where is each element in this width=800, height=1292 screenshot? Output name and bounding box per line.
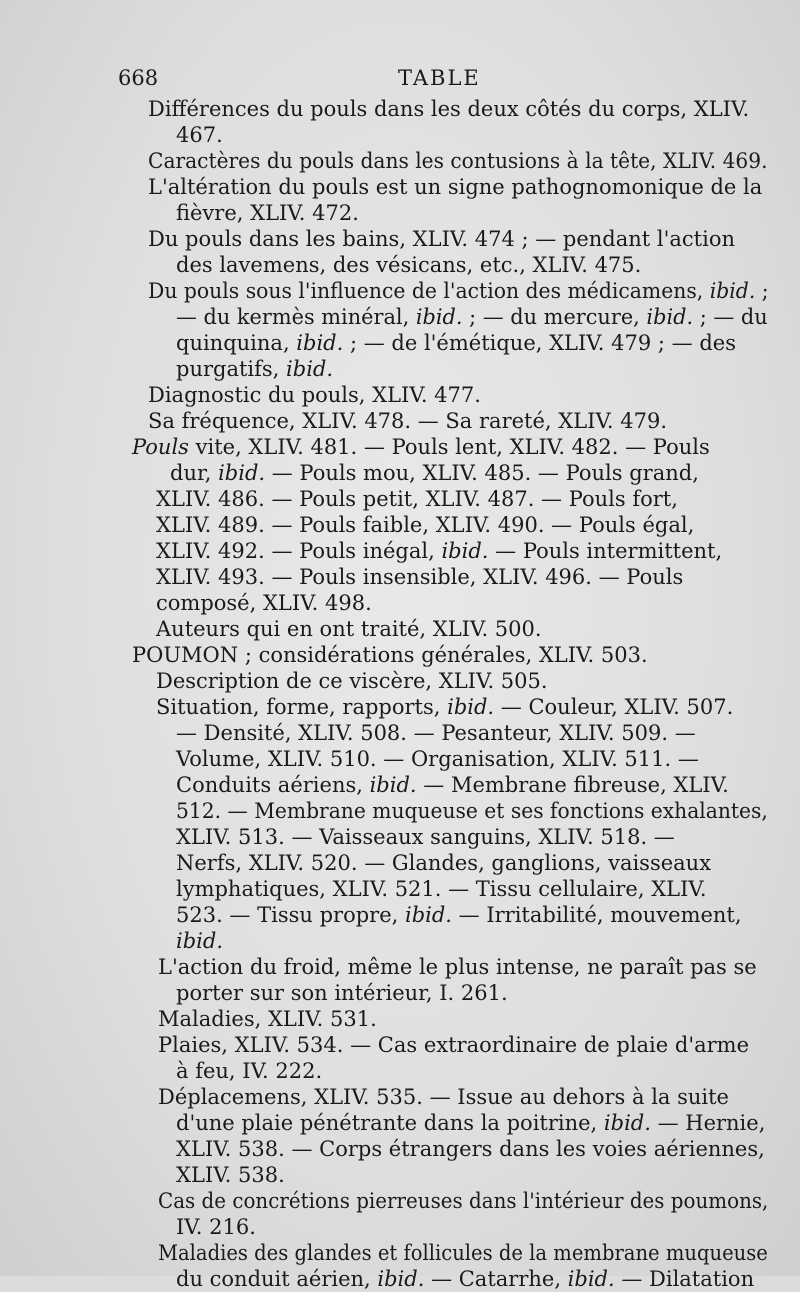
index-line: à feu, IV. 222.	[176, 1059, 323, 1083]
index-line: — du kermès minéral, ibid. ; — du mercure, ibid. ; — du	[176, 305, 768, 329]
index-line: 523. — Tissu propre, ibid. — Irritabilité, mouvement,	[176, 903, 742, 927]
index-line: L'altération du pouls est un signe pathognomonique de la	[148, 175, 763, 199]
index-line: d'une plaie pénétrante dans la poitrine, ibid. — Hernie,	[176, 1111, 766, 1135]
running-title: TABLE	[398, 66, 481, 90]
index-line: Description de ce viscère, XLIV. 505.	[156, 669, 548, 693]
index-line: quinquina, ibid. ; — de l'émétique, XLIV. 479 ; — des	[176, 331, 736, 355]
index-line: Diagnostic du pouls, XLIV. 477.	[148, 383, 481, 407]
index-line: Déplacemens, XLIV. 535. — Issue au dehors à la suite	[158, 1085, 729, 1109]
index-line: XLIV. 486. — Pouls petit, XLIV. 487. — Pouls fort,	[156, 487, 678, 511]
index-line: Sa fréquence, XLIV. 478. — Sa rareté, XLIV. 479.	[148, 409, 668, 433]
index-line: XLIV. 489. — Pouls faible, XLIV. 490. — Pouls égal,	[156, 513, 695, 537]
index-line: — Densité, XLIV. 508. — Pesanteur, XLIV. 509. —	[176, 721, 696, 745]
index-line: Situation, forme, rapports, ibid. — Couleur, XLIV. 507.	[156, 695, 734, 719]
index-line: Nerfs, XLIV. 520. — Glandes, ganglions, vaisseaux	[176, 851, 712, 875]
index-line: purgatifs, ibid.	[176, 357, 334, 381]
index-line: Maladies, XLIV. 531.	[158, 1007, 377, 1031]
index-line: 512. — Membrane muqueuse et ses fonctions exhalantes,	[176, 799, 768, 823]
index-line: Volume, XLIV. 510. — Organisation, XLIV. 511. —	[176, 747, 699, 771]
index-line: Du pouls sous l'influence de l'action des médicamens, ibid. ;	[148, 279, 769, 303]
index-line: fièvre, XLIV. 472.	[176, 201, 359, 225]
index-line: composé, XLIV. 498.	[156, 591, 372, 615]
index-line: XLIV. 493. — Pouls insensible, XLIV. 496. — Pouls	[156, 565, 684, 589]
index-line: porter sur son intérieur, I. 261.	[176, 981, 508, 1005]
index-line: XLIV. 538.	[176, 1163, 285, 1187]
index-line: IV. 216.	[176, 1215, 256, 1239]
index-line: des lavemens, des vésicans, etc., XLIV. 475.	[176, 253, 642, 277]
index-line: XLIV. 492. — Pouls inégal, ibid. — Pouls intermittent,	[156, 539, 723, 563]
index-line: Cas de concrétions pierreuses dans l'intérieur des poumons,	[158, 1189, 769, 1213]
index-line: Pouls vite, XLIV. 481. — Pouls lent, XLIV. 482. — Pouls	[132, 435, 710, 459]
index-line: POUMON ; considérations générales, XLIV. 503.	[132, 643, 648, 667]
index-line: lymphatiques, XLIV. 521. — Tissu cellulaire, XLIV.	[176, 877, 707, 901]
index-line: L'action du froid, même le plus intense, ne paraît pas se	[158, 955, 757, 979]
index-line: XLIV. 538. — Corps étrangers dans les voies aériennes,	[176, 1137, 765, 1161]
index-line: 467.	[176, 123, 223, 147]
index-line: dur, ibid. — Pouls mou, XLIV. 485. — Pouls grand,	[170, 461, 699, 485]
index-line: ibid.	[176, 929, 223, 953]
index-line: Différences du pouls dans les deux côtés du corps, XLIV.	[148, 97, 750, 121]
index-line: Caractères du pouls dans les contusions à la tête, XLIV. 469.	[148, 149, 768, 173]
index-line: Conduits aériens, ibid. — Membrane fibreuse, XLIV.	[176, 773, 729, 797]
index-line: Auteurs qui en ont traité, XLIV. 500.	[156, 617, 542, 641]
index-line: XLIV. 513. — Vaisseaux sanguins, XLIV. 518. —	[176, 825, 675, 849]
index-line: du conduit aérien, ibid. — Catarrhe, ibid. — Dilatation	[176, 1267, 755, 1291]
index-line: Plaies, XLIV. 534. — Cas extraordinaire de plaie d'arme	[158, 1033, 749, 1057]
index-line: Du pouls dans les bains, XLIV. 474 ; — pendant l'action	[148, 227, 735, 251]
running-header	[0, 66, 800, 96]
index-line: Maladies des glandes et follicules de la membrane muqueuse	[158, 1241, 768, 1265]
page-number: 668	[118, 66, 159, 90]
